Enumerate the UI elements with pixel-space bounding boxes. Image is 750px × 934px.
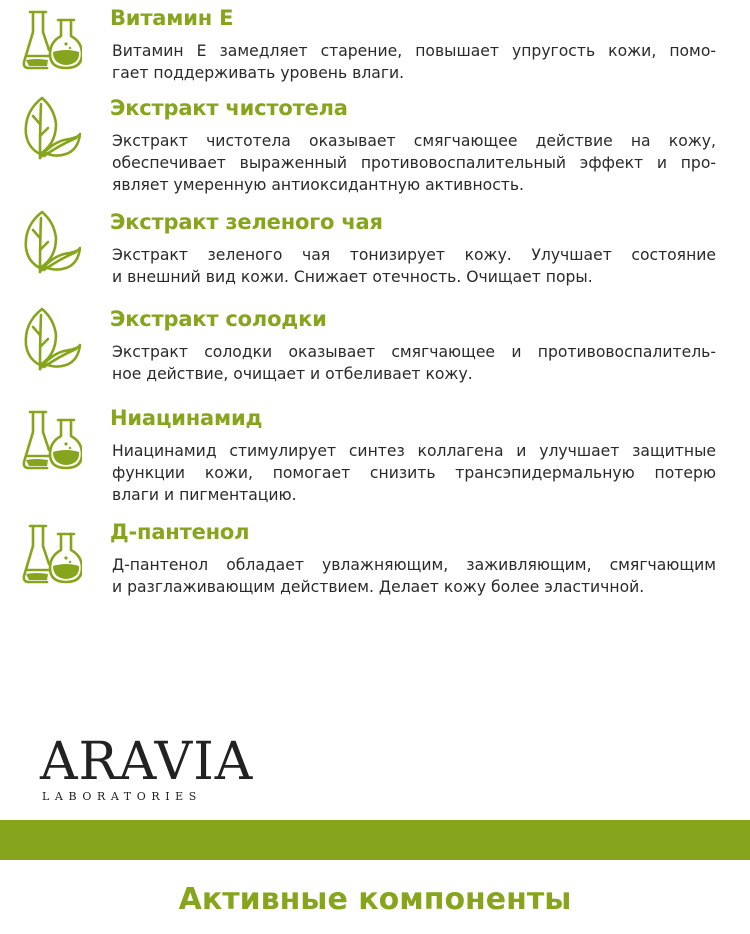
description-line: и разглаживающим действием. Делает кожу более эластичной. (112, 578, 645, 596)
flask-icon (20, 404, 82, 474)
leaf-icon (20, 208, 82, 278)
ingredient-description (112, 554, 716, 598)
logo-subtitle: LABORATORIES (42, 790, 202, 803)
logo-wordmark: ARAVIA (40, 732, 254, 792)
description-line: функции кожи, помогает снизить трансэпидермальную потерю (112, 464, 716, 482)
ingredient-title: Экстракт солодки (110, 307, 327, 331)
description-line: гает поддерживать уровень влаги. (112, 64, 405, 82)
description-line: являет умеренную антиоксидантную активность. (112, 176, 525, 194)
green-band (0, 820, 750, 860)
leaf-icon (20, 305, 82, 375)
description-line: Экстракт солодки оказывает смягчающее и противовоспалитель- (112, 343, 716, 361)
ingredient-description (112, 244, 716, 288)
description-line: обеспечивает выраженный противовоспалительный эффект и про- (112, 154, 716, 172)
description-line: Д-пантенол обладает увлажняющим, заживляющим, смягчающим (112, 556, 716, 574)
leaf-icon (20, 94, 82, 164)
description-line: Экстракт зеленого чая тонизирует кожу. Улучшает состояние (112, 246, 716, 264)
ingredient-title: Экстракт чистотела (110, 96, 348, 120)
flask-icon (20, 4, 82, 74)
description-line: и внешний вид кожи. Снижает отечность. Очищает поры. (112, 268, 593, 286)
footer-title: Активные компоненты (178, 882, 572, 917)
description-line: влаги и пигментацию. (112, 486, 297, 504)
description-line: ное действие, очищает и отбеливает кожу. (112, 365, 473, 383)
ingredient-description (112, 341, 716, 385)
ingredient-title: Ниацинамид (110, 406, 263, 430)
ingredient-title: Д-пантенол (110, 520, 250, 544)
ingredient-title: Витамин Е (110, 6, 234, 30)
description-line: Экстракт чистотела оказывает смягчающее действие на кожу, (112, 132, 716, 150)
description-line: Витамин Е замедляет старение, повышает упругость кожи, помо- (112, 42, 716, 60)
ingredient-description (112, 40, 716, 84)
flask-icon (20, 518, 82, 588)
ingredient-description (112, 440, 716, 506)
ingredient-description (112, 130, 716, 196)
ingredient-title: Экстракт зеленого чая (110, 210, 383, 234)
description-line: Ниацинамид стимулирует синтез коллагена и улучшает защитные (112, 442, 716, 460)
aravia-logo (40, 734, 260, 806)
